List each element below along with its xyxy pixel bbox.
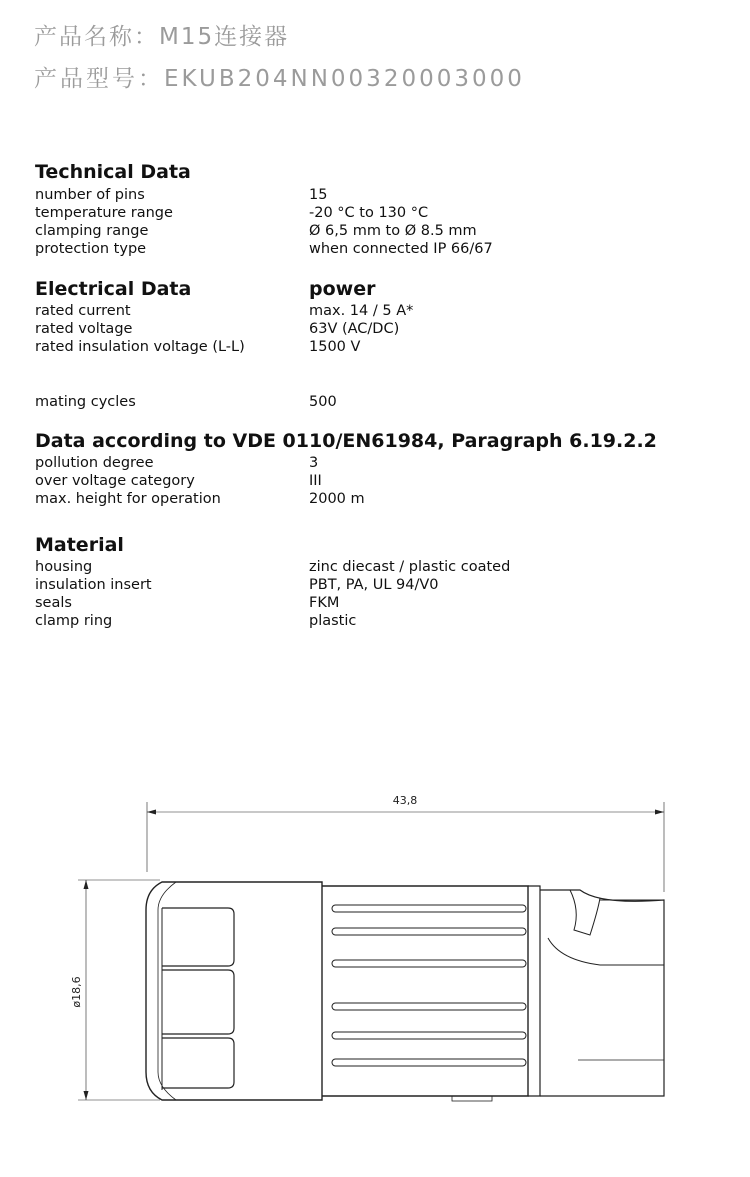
spec-label: clamp ring <box>35 613 113 629</box>
spec-value: Ø 6,5 mm to Ø 8.5 mm <box>309 223 477 239</box>
key-slot <box>452 1096 492 1101</box>
spec-label: clamping range <box>35 223 149 239</box>
spec-label: temperature range <box>35 205 173 221</box>
diameter-dimension-label: ø18,6 <box>70 976 83 1008</box>
spec-value: 2000 m <box>309 491 365 507</box>
connector-technical-drawing <box>0 760 750 1140</box>
arrow-right-icon <box>655 810 664 815</box>
spec-row <box>35 472 322 490</box>
spec-value: PBT, PA, UL 94/V0 <box>309 577 439 593</box>
arrow-left-icon <box>147 810 156 815</box>
spec-value: FKM <box>309 595 340 611</box>
spec-label: over voltage category <box>35 473 195 489</box>
spec-row <box>35 222 477 240</box>
spec-value: -20 °C to 130 °C <box>309 205 429 221</box>
product-name-line: 产品名称：M15连接器 <box>34 24 290 50</box>
spec-label: seals <box>35 595 72 611</box>
front-housing <box>540 890 664 1096</box>
body-rib <box>332 905 526 912</box>
spec-value: 63V (AC/DC) <box>309 321 400 337</box>
body-rib <box>332 1032 526 1039</box>
body-outline <box>322 886 528 1096</box>
spec-row <box>35 240 493 258</box>
spec-value: max. 14 / 5 A* <box>309 303 414 319</box>
spec-label: protection type <box>35 241 147 257</box>
arrow-down-icon <box>84 1091 89 1100</box>
spec-value: 3 <box>309 455 319 471</box>
material-heading: Material <box>35 534 124 556</box>
spec-row <box>35 490 365 508</box>
body-rib <box>332 960 526 967</box>
electrical-data-heading: Electrical Data <box>35 278 192 300</box>
body-rib <box>332 1003 526 1010</box>
body-rib <box>332 928 526 935</box>
spec-label: pollution degree <box>35 455 154 471</box>
spec-row <box>35 338 361 356</box>
spec-row <box>35 612 357 630</box>
spec-value: plastic <box>309 613 357 629</box>
spec-value: 1500 V <box>309 339 361 355</box>
spec-value: zinc diecast / plastic coated <box>309 559 511 575</box>
spec-value: when connected IP 66/67 <box>309 241 493 257</box>
technical-data-heading: Technical Data <box>35 161 191 183</box>
spec-label: rated current <box>35 303 131 319</box>
spec-label: number of pins <box>35 187 145 203</box>
spec-row <box>35 204 429 222</box>
spec-label: mating cycles <box>35 394 136 410</box>
vde-data-heading: Data according to VDE 0110/EN61984, Paragraph 6.19.2.2 <box>35 430 657 452</box>
spec-label: housing <box>35 559 93 575</box>
body-rib <box>332 1059 526 1066</box>
spec-row <box>35 594 340 612</box>
spec-label: rated insulation voltage (L-L) <box>35 339 245 355</box>
coupling-ring <box>528 886 540 1096</box>
spec-value: 15 <box>309 187 328 203</box>
arrow-up-icon <box>84 880 89 889</box>
spec-label: insulation insert <box>35 577 152 593</box>
grip-tab <box>162 908 234 966</box>
clamp-nut-edge <box>158 882 176 1100</box>
spec-row <box>35 558 511 576</box>
spec-label: max. height for operation <box>35 491 221 507</box>
power-column-heading: power <box>309 278 376 300</box>
length-dimension-label: 43,8 <box>392 794 418 807</box>
spec-row <box>35 576 439 594</box>
spec-label: rated voltage <box>35 321 133 337</box>
grip-tab <box>162 1038 234 1088</box>
spec-row <box>35 393 337 411</box>
front-contour <box>548 938 664 965</box>
spec-value: III <box>309 473 322 489</box>
grip-tab <box>162 970 234 1034</box>
product-model-line: 产品型号：EKUB204NN00320003000 <box>34 66 525 92</box>
spec-value: 500 <box>309 394 337 410</box>
spec-row <box>35 186 328 204</box>
spec-row <box>35 320 400 338</box>
spec-row <box>35 302 414 320</box>
spec-row <box>35 454 319 472</box>
